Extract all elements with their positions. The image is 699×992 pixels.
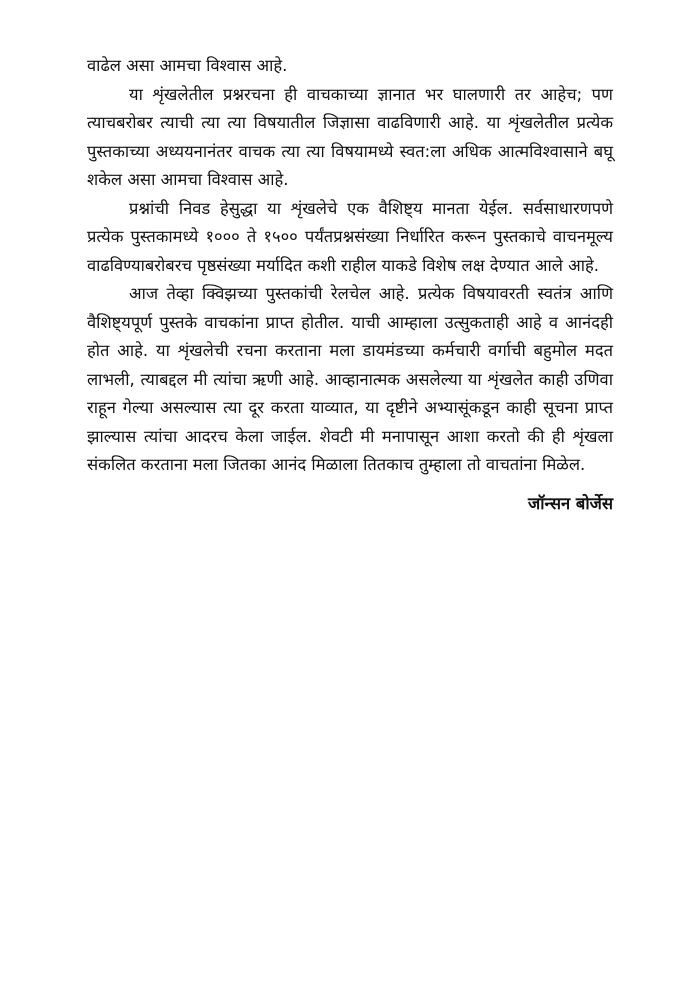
author-signature: जॉन्सन बोर्जेस bbox=[528, 493, 613, 513]
document-page bbox=[87, 52, 613, 518]
paragraph-2: या शृंखलेतील प्रश्नरचना ही वाचकाच्या ज्ञानात भर घालणारी तर आहेच; पण त्याचबरोबर त्याची त्या त्या विषयातील जिज्ञासा वाढविणारी आहे. या शृंखलेतील प्रत्येक पुस्तकाच्या अध्ययनानंतर वाचक त्या त्या विषयामध्ये स्वत:ला अधिक आत्मविश्वासाने बघू शकेल असा आमचा विश्वास आहे. bbox=[87, 84, 613, 189]
paragraph-1: वाढेल असा आमचा विश्वास आहे. bbox=[87, 56, 288, 75]
paragraph-3: प्रश्नांची निवड हेसुद्धा या शृंखलेचे एक वैशिष्ट्य मानता येईल. सर्वसाधारणपणे प्रत्येक पुस्तकामध्ये १००० ते १५०० पर्यंतप्रश्नसंख्या निर्धारित करून पुस्तकाचे वाचनमूल्य वाढविण्याबरोबरच पृष्ठसंख्या मर्यादित कशी राहील याकडे विशेष लक्ष देण्यात आले आहे. bbox=[87, 198, 613, 275]
paragraph-4: आज तेव्हा क्विझच्या पुस्तकांची रेलचेल आहे. प्रत्येक विषयावरती स्वतंत्र आणि वैशिष्ट्यपूर्ण पुस्तके वाचकांना प्राप्त होतील. याची आम्हाला उत्सुकताही आहे व आनंदही होत आहे. या शृंखलेची रचना करताना मला डायमंडच्या कर्मचारी वर्गाची बहुमोल मदत लाभली, त्याबद्दल मी त्यांचा ऋणी आहे. आव्हानात्मक असलेल्या या शृंखलेत काही उणिवा राहून गेल्या असल्यास त्या दूर करता याव्यात, या दृष्टीने अभ्यासूंकडून काही सूचना प्राप्त झाल्यास त्यांचा आदरच केला जाईल. शेवटी मी मनापासून आशा करतो की ही शृंखला संकलित करताना मला जितका आनंद मिळाला तितकाच तुम्हाला तो वाचतांना मिळेल. bbox=[87, 284, 613, 474]
